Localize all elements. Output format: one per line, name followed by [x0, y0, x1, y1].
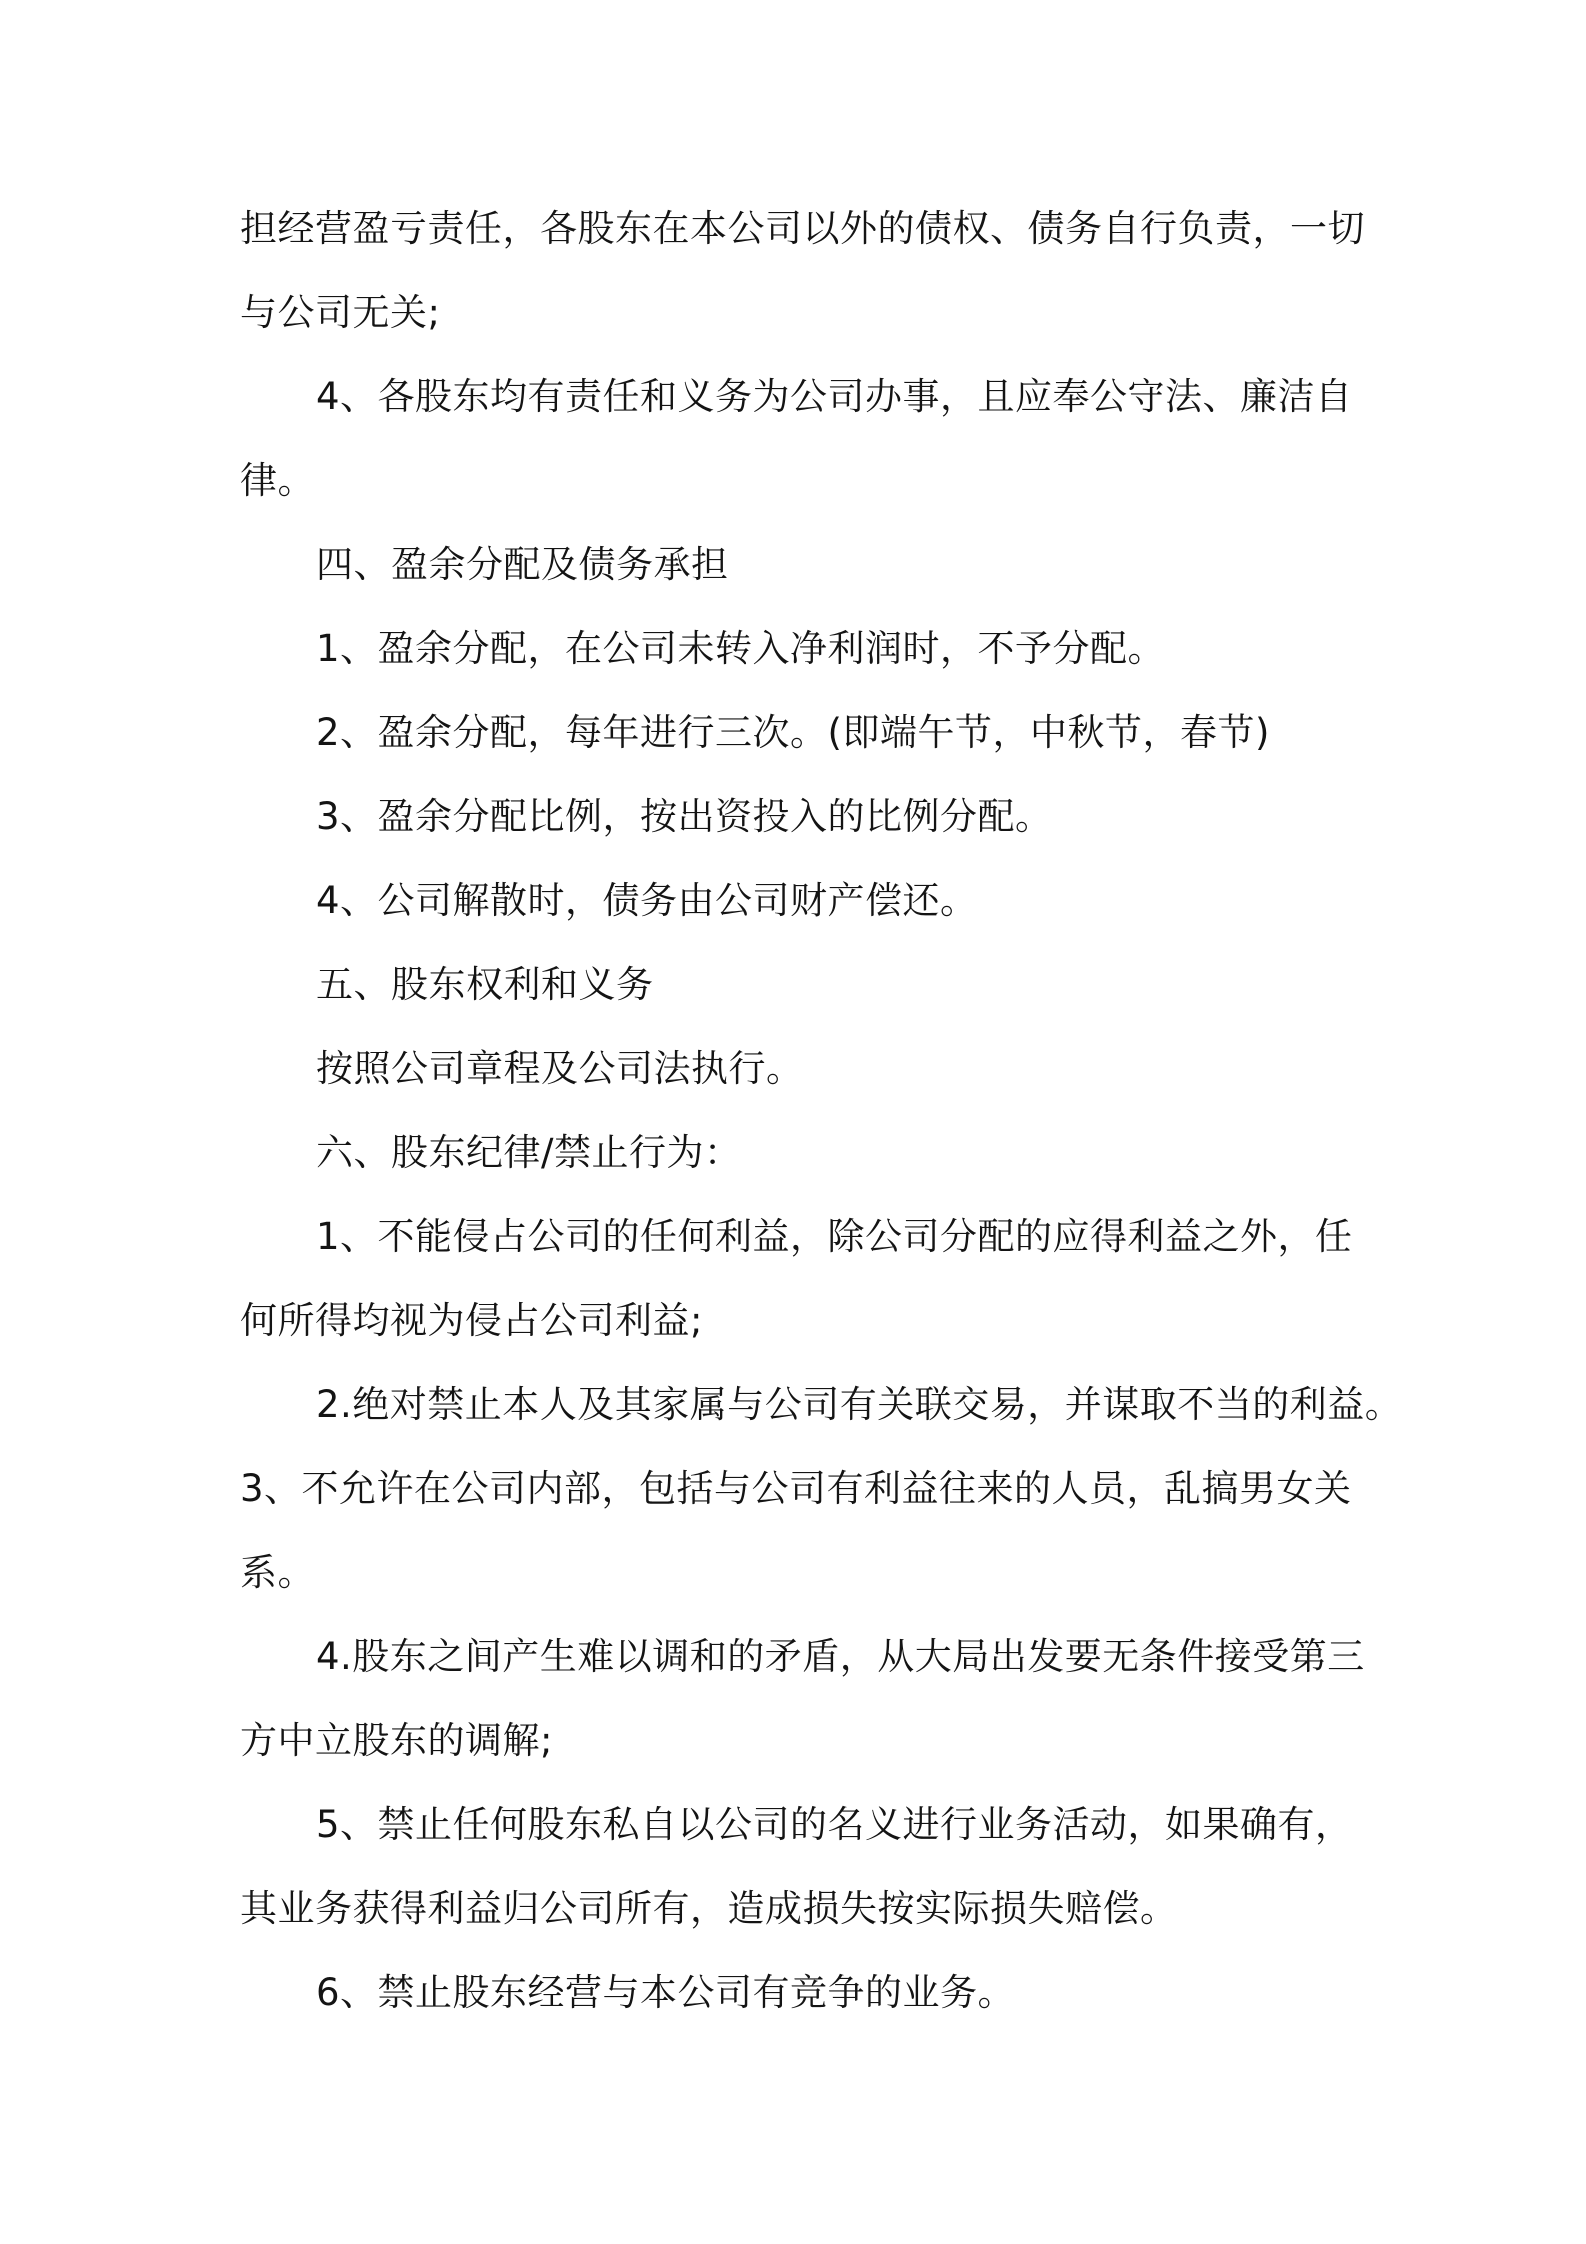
text-line: 3、不允许在公司内部，包括与公司有利益往来的人员，乱搞男女关 [240, 1467, 1352, 1510]
text-line: 3、盈余分配比例，按出资投入的比例分配。 [316, 795, 1053, 838]
text-line: 其业务获得利益归公司所有，造成损失按实际损失赔偿。 [240, 1887, 1178, 1930]
text-line: 4.股东之间产生难以调和的矛盾，从大局出发要无条件接受第三 [316, 1635, 1365, 1678]
text-line: 5、禁止任何股东私自以公司的名义进行业务活动，如果确有， [316, 1803, 1353, 1846]
section-heading: 五、股东权利和义务 [316, 963, 654, 1006]
text-line: 何所得均视为侵占公司利益; [240, 1299, 703, 1342]
text-line: 1、盈余分配，在公司未转入净利润时，不予分配。 [316, 627, 1166, 670]
text-line: 系。 [240, 1551, 315, 1594]
text-line: 6、禁止股东经营与本公司有竞争的业务。 [316, 1971, 1016, 2014]
text-line: 2、盈余分配，每年进行三次。(即端午节，中秋节，春节) [316, 711, 1270, 754]
text-line: 4、公司解散时，债务由公司财产偿还。 [316, 879, 978, 922]
text-line: 4、各股东均有责任和义务为公司办事，且应奉公守法、廉洁自 [316, 375, 1353, 418]
text-line: 2.绝对禁止本人及其家属与公司有关联交易，并谋取不当的利益。 [316, 1383, 1403, 1426]
text-line: 律。 [240, 459, 315, 502]
section-heading: 四、盈余分配及债务承担 [316, 543, 729, 586]
text-line: 担经营盈亏责任，各股东在本公司以外的债权、债务自行负责，一切 [240, 207, 1365, 250]
text-line: 1、不能侵占公司的任何利益，除公司分配的应得利益之外，任 [316, 1215, 1353, 1258]
text-line: 按照公司章程及公司法执行。 [316, 1047, 804, 1090]
section-heading: 六、股东纪律/禁止行为： [316, 1131, 742, 1174]
text-line: 方中立股东的调解; [240, 1719, 553, 1762]
text-line: 与公司无关; [240, 291, 441, 334]
